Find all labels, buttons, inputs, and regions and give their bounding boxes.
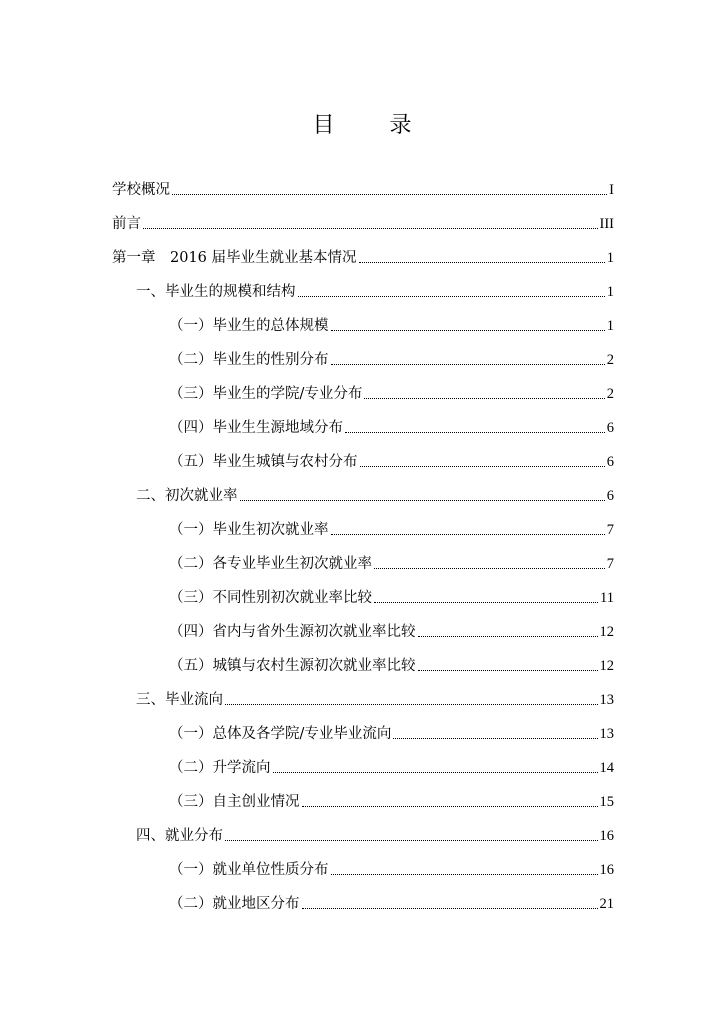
- toc-entry-title: （五）城镇与农村生源初次就业率比较: [169, 658, 416, 674]
- toc-entry-title: 前言: [112, 216, 141, 232]
- toc-dot-leader: [331, 874, 598, 875]
- toc-entry[interactable]: [112, 165, 614, 199]
- toc-dot-leader: [240, 500, 605, 501]
- toc-entry-title: （二）升学流向: [169, 760, 271, 776]
- toc-page-number: 1: [606, 318, 614, 334]
- toc-page-number: I: [609, 182, 614, 198]
- toc-dot-leader: [225, 704, 598, 705]
- toc-entry-title: 二、初次就业率: [136, 488, 238, 504]
- toc-entry[interactable]: [112, 607, 614, 641]
- toc-dot-leader: [418, 670, 598, 671]
- toc-entry-title: （一）就业单位性质分布: [169, 862, 329, 878]
- toc-entry[interactable]: [112, 743, 614, 777]
- toc-entry-title: （四）省内与省外生源初次就业率比较: [169, 624, 416, 640]
- toc-entry[interactable]: [112, 641, 614, 675]
- toc-page-number: 6: [606, 488, 614, 504]
- toc-dot-leader: [374, 568, 605, 569]
- toc-entry-title: （三）毕业生的学院/专业分布: [169, 386, 363, 402]
- toc-page-number: 15: [599, 794, 614, 810]
- toc-dot-leader: [172, 194, 607, 195]
- toc-page-number: 16: [599, 862, 614, 878]
- toc-title: 目 录: [312, 113, 436, 138]
- toc-entry-title: 一、毕业生的规模和结构: [136, 284, 296, 300]
- toc-entry[interactable]: [112, 471, 614, 505]
- toc-page-number: 21: [599, 896, 614, 912]
- toc-entry[interactable]: [112, 879, 614, 913]
- toc-entry-title: （五）毕业生城镇与农村分布: [169, 454, 358, 470]
- toc-dot-leader: [374, 602, 598, 603]
- toc-entry-title: （一）总体及各学院/专业毕业流向: [169, 726, 392, 742]
- toc-entry-title: （二）各专业毕业生初次就业率: [169, 556, 372, 572]
- toc-page-number: 7: [606, 556, 614, 572]
- toc-entry[interactable]: [112, 811, 614, 845]
- toc-entry[interactable]: [112, 675, 614, 709]
- toc-entry-title: 学校概况: [112, 182, 170, 198]
- toc-entry[interactable]: [112, 845, 614, 879]
- toc-page-number: III: [599, 216, 614, 232]
- toc-dot-leader: [298, 296, 605, 297]
- toc-entry-title: （三）不同性别初次就业率比较: [169, 590, 372, 606]
- toc-page-number: 14: [599, 760, 614, 776]
- toc-entry-title: （一）毕业生的总体规模: [169, 318, 329, 334]
- toc-dot-leader: [331, 534, 605, 535]
- toc-entry-title: （一）毕业生初次就业率: [169, 522, 329, 538]
- toc-dot-leader: [225, 840, 598, 841]
- toc-dot-leader: [143, 228, 598, 229]
- toc-dot-leader: [418, 636, 598, 637]
- toc-entry[interactable]: [112, 403, 614, 437]
- toc-entry-title: （二）毕业生的性别分布: [169, 352, 329, 368]
- toc-dot-leader: [393, 738, 597, 739]
- toc-entry[interactable]: [112, 301, 614, 335]
- toc-entry[interactable]: [112, 505, 614, 539]
- toc-entry[interactable]: [112, 267, 614, 301]
- toc-page-number: 1: [606, 250, 614, 266]
- toc-page-number: 6: [606, 420, 614, 436]
- toc-entry-title: （四）毕业生生源地域分布: [169, 420, 343, 436]
- toc-dot-leader: [331, 330, 605, 331]
- toc-dot-leader: [302, 806, 598, 807]
- toc-page-number: 16: [599, 828, 614, 844]
- toc-page-number: 2: [606, 386, 614, 402]
- toc-entry[interactable]: [112, 573, 614, 607]
- toc-page-number: 12: [599, 658, 614, 674]
- toc-dot-leader: [360, 466, 605, 467]
- toc-page-number: 12: [599, 624, 614, 640]
- toc-entry-title: （三）自主创业情况: [169, 794, 300, 810]
- toc-page-number: 13: [599, 726, 614, 742]
- toc-entry[interactable]: [112, 437, 614, 471]
- toc-dot-leader: [359, 262, 605, 263]
- toc-page-number: 6: [606, 454, 614, 470]
- toc-entry[interactable]: [112, 709, 614, 743]
- toc-page-number: 2: [606, 352, 614, 368]
- toc-entry-title: 四、就业分布: [136, 828, 223, 844]
- toc-dot-leader: [364, 398, 604, 399]
- toc-entry-title: 三、毕业流向: [136, 692, 223, 708]
- toc-dot-leader: [331, 364, 605, 365]
- toc-dot-leader: [345, 432, 605, 433]
- toc-entry-title: 第一章 2016 届毕业生就业基本情况: [112, 250, 357, 266]
- toc-page-number: 11: [600, 590, 614, 606]
- toc-entry[interactable]: [112, 369, 614, 403]
- toc-entry-title: （二）就业地区分布: [169, 896, 300, 912]
- toc-dot-leader: [302, 908, 598, 909]
- toc-page-number: 7: [606, 522, 614, 538]
- toc-entry[interactable]: [112, 777, 614, 811]
- toc-page-number: 13: [599, 692, 614, 708]
- toc-dot-leader: [273, 772, 598, 773]
- table-of-contents: [112, 165, 614, 913]
- toc-entry[interactable]: [112, 233, 614, 267]
- toc-page-number: 1: [606, 284, 614, 300]
- toc-entry[interactable]: [112, 199, 614, 233]
- toc-entry[interactable]: [112, 335, 614, 369]
- toc-entry[interactable]: [112, 539, 614, 573]
